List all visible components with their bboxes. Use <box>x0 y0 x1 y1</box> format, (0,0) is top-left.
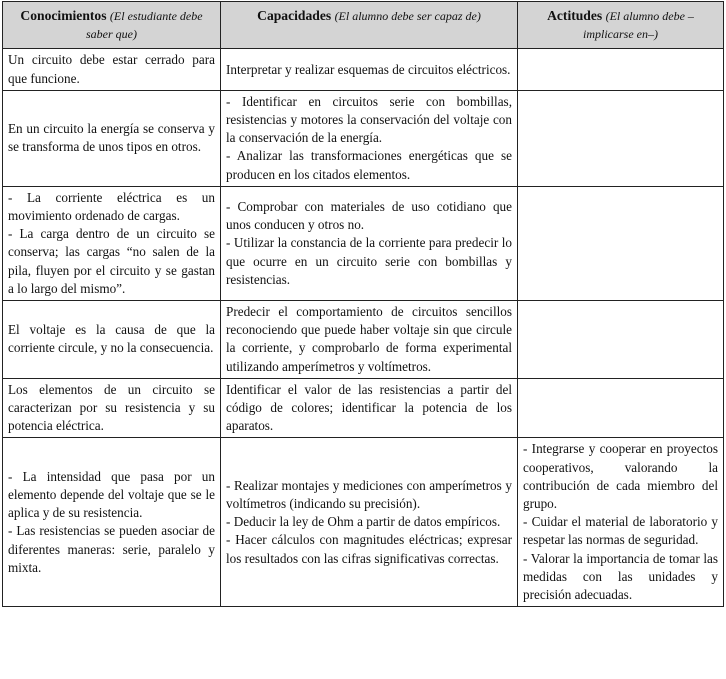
knowledge-cell <box>3 378 221 438</box>
table-row <box>3 378 724 438</box>
attitudes-item: - Integrarse y cooperar en proyectos cooperativos, valorando la contribución de cada miembro del grupo. <box>523 441 718 512</box>
knowledge-item: Los elementos de un circuito se caracterizan por su resistencia y su potencia eléctrica. <box>8 381 215 434</box>
knowledge-item: Un circuito debe estar cerrado para que funcione. <box>8 52 215 86</box>
competencies-table <box>2 1 724 607</box>
capacities-item: - Realizar montajes y mediciones con amperímetros y voltímetros (indicando su precisión). <box>226 477 512 512</box>
header-attitudes-title: Actitudes <box>547 8 603 23</box>
header-knowledge-title: Conocimientos <box>20 8 107 23</box>
knowledge-item: El voltaje es la causa de que la corriente circule, y no la consecuencia. <box>8 322 215 356</box>
capacities-item: - Deducir la ley de Ohm a partir de datos empíricos. <box>226 514 501 530</box>
attitudes-cell <box>518 49 724 90</box>
header-attitudes-note: (El alumno debe –implicarse en–) <box>583 9 694 42</box>
capacities-item: - Identificar en circuitos serie con bombillas, resistencias y motores la conservación del voltaje con la conservación de la energía. <box>226 93 512 146</box>
capacities-item: Interpretar y realizar esquemas de circuitos eléctricos. <box>226 61 511 77</box>
knowledge-cell <box>3 438 221 607</box>
capacities-cell <box>221 378 518 438</box>
knowledge-cell <box>3 49 221 90</box>
capacities-cell <box>221 90 518 186</box>
knowledge-cell <box>3 186 221 300</box>
header-capacities-title: Capacidades <box>257 8 332 23</box>
table-header <box>3 2 724 49</box>
attitudes-cell <box>518 301 724 379</box>
capacities-cell <box>221 186 518 300</box>
table-row <box>3 186 724 300</box>
knowledge-cell <box>3 301 221 379</box>
header-capacities-note: (El alumno debe ser capaz de) <box>334 9 481 23</box>
header-knowledge-note: (El estudiante debe saber que) <box>86 9 203 42</box>
attitudes-cell <box>518 378 724 438</box>
knowledge-item: - La intensidad que pasa por un elemento depende del voltaje que se le aplica y de su resistencia. <box>8 468 215 521</box>
knowledge-cell <box>3 90 221 186</box>
knowledge-item: En un circuito la energía se conserva y se transforma de unos tipos en otros. <box>8 121 215 155</box>
capacities-cell <box>221 438 518 607</box>
table-row <box>3 49 724 90</box>
capacities-item: Predecir el comportamiento de circuitos sencillos reconociendo que puede haber voltaje sin que circule la corriente, y comprobarlo de forma experimental utilizando amperímetros y voltímetros. <box>226 304 512 374</box>
capacities-item: - Analizar las transformaciones energéticas que se producen en los citados elementos. <box>226 148 512 182</box>
table-row <box>3 438 724 607</box>
knowledge-item: - Las resistencias se pueden asociar de diferentes maneras: serie, paralelo y mixta. <box>8 523 215 575</box>
knowledge-item: - La corriente eléctrica es un movimiento ordenado de cargas. <box>8 189 215 224</box>
attitudes-item: - Cuidar el material de laboratorio y respetar las normas de seguridad. <box>523 514 718 548</box>
header-knowledge <box>3 2 221 49</box>
capacities-cell <box>221 301 518 379</box>
table-row <box>3 90 724 186</box>
attitudes-cell <box>518 186 724 300</box>
attitudes-cell <box>518 90 724 186</box>
header-attitudes <box>518 2 724 49</box>
capacities-item: - Comprobar con materiales de uso cotidiano que unos conducen y otros no. <box>226 198 512 233</box>
attitudes-cell <box>518 438 724 607</box>
header-row <box>3 2 724 49</box>
knowledge-item: - La carga dentro de un circuito se conserva; las cargas “no salen de la pila, fluyen por el circuito y se gastan a lo largo del mismo”. <box>8 226 215 296</box>
capacities-cell <box>221 49 518 90</box>
table-body <box>3 49 724 607</box>
table-row <box>3 301 724 379</box>
capacities-item: - Utilizar la constancia de la corriente para predecir lo que ocurre en un circuito serie con bombillas y resistencias. <box>226 235 512 287</box>
capacities-item: Identificar el valor de las resistencias a partir del código de colores; identificar la potencia de los aparatos. <box>226 381 512 434</box>
capacities-item: - Hacer cálculos con magnitudes eléctricas; expresar los resultados con las cifras significativas correctas. <box>226 532 512 566</box>
header-capacities <box>221 2 518 49</box>
attitudes-item: - Valorar la importancia de tomar las medidas con las unidades y precisión adecuadas. <box>523 550 718 603</box>
